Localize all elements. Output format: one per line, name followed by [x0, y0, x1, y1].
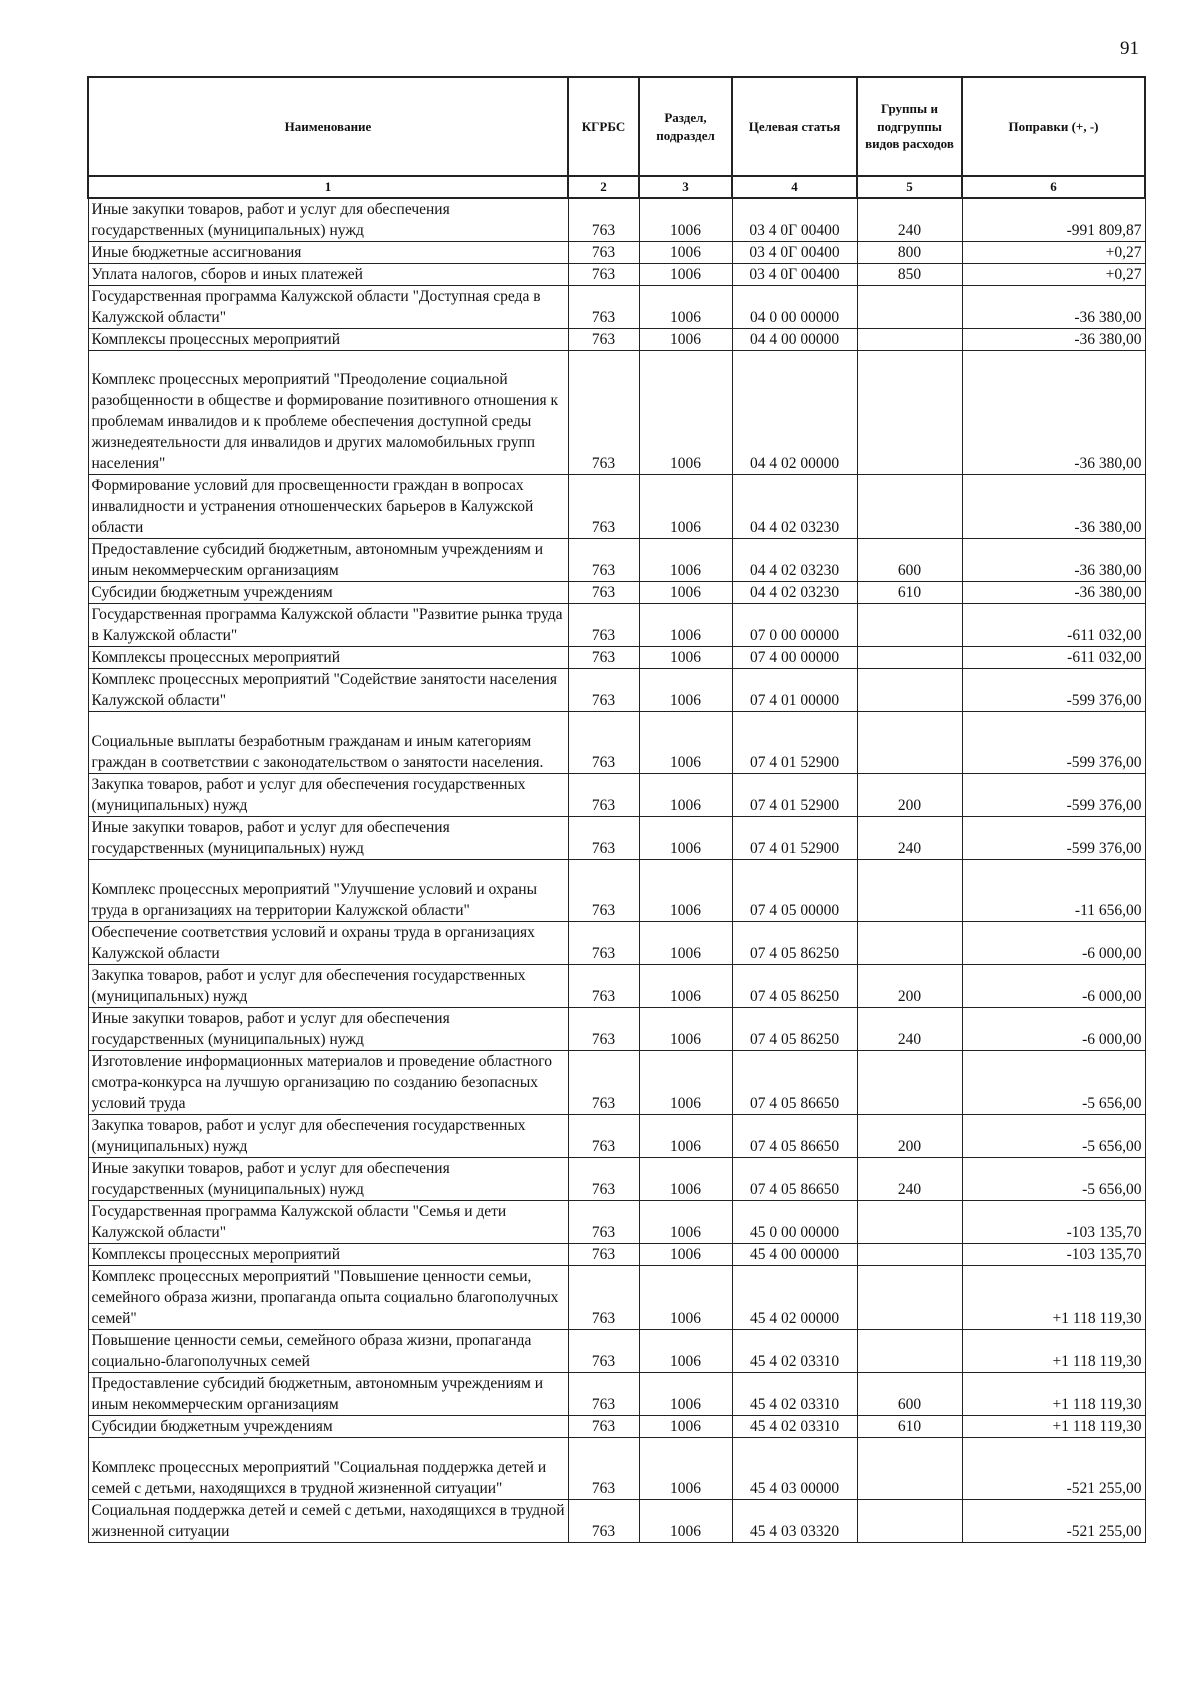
cell-razdel: 1006 — [639, 1008, 732, 1051]
cell-razdel: 1006 — [639, 242, 732, 264]
cell-target-article: 04 0 00 00000 — [732, 286, 857, 329]
cell-kgrbs: 763 — [568, 351, 639, 475]
cell-amendment: -103 135,70 — [962, 1201, 1145, 1244]
cell-razdel: 1006 — [639, 1266, 732, 1330]
cell-kgrbs: 763 — [568, 669, 639, 712]
cell-target-article: 03 4 0Г 00400 — [732, 242, 857, 264]
cell-target-article: 04 4 02 03230 — [732, 475, 857, 539]
cell-kgrbs: 763 — [568, 1244, 639, 1266]
cell-kgrbs: 763 — [568, 582, 639, 604]
cell-amendment: +1 118 119,30 — [962, 1373, 1145, 1416]
cell-name: Социальные выплаты безработным гражданам и иным категориям граждан в соответствии с законодательством о занятости населения. — [88, 712, 568, 774]
cell-target-article: 03 4 0Г 00400 — [732, 264, 857, 286]
cell-name: Социальная поддержка детей и семей с детьми, находящихся в трудной жизненной ситуации — [88, 1500, 568, 1543]
cell-name: Закупка товаров, работ и услуг для обеспечения государственных (муниципальных) нужд — [88, 965, 568, 1008]
cell-kgrbs: 763 — [568, 1330, 639, 1373]
cell-name: Закупка товаров, работ и услуг для обеспечения государственных (муниципальных) нужд — [88, 774, 568, 817]
cell-target-article: 04 4 00 00000 — [732, 329, 857, 351]
cell-kgrbs: 763 — [568, 647, 639, 669]
cell-kgrbs: 763 — [568, 1115, 639, 1158]
cell-name: Комплекс процессных мероприятий "Преодоление социальной разобщенности в обществе и формирование позитивного отношения к проблемам инвалидов и к проблеме обеспечения доступной среды жизнедеятельности для инвалидов и других маломобильных групп населения" — [88, 351, 568, 475]
cell-expense-group — [857, 647, 962, 669]
cell-name: Комплексы процессных мероприятий — [88, 329, 568, 351]
cell-name: Иные закупки товаров, работ и услуг для обеспечения государственных (муниципальных) нужд — [88, 198, 568, 242]
cell-target-article: 45 4 03 03320 — [732, 1500, 857, 1543]
cell-amendment: -991 809,87 — [962, 198, 1145, 242]
page-number: 91 — [1120, 38, 1139, 59]
cell-expense-group: 200 — [857, 774, 962, 817]
cell-target-article: 07 4 05 86250 — [732, 1008, 857, 1051]
cell-name: Комплекс процессных мероприятий "Улучшение условий и охраны труда в организациях на территории Калужской области" — [88, 860, 568, 922]
cell-target-article: 04 4 02 03230 — [732, 539, 857, 582]
column-number: 6 — [962, 176, 1145, 198]
cell-kgrbs: 763 — [568, 242, 639, 264]
cell-amendment: +0,27 — [962, 242, 1145, 264]
cell-kgrbs: 763 — [568, 774, 639, 817]
cell-target-article: 45 4 02 00000 — [732, 1266, 857, 1330]
cell-expense-group — [857, 1244, 962, 1266]
cell-kgrbs: 763 — [568, 539, 639, 582]
table-row — [88, 604, 1145, 647]
header-razdel: Раздел, подраздел — [639, 77, 732, 176]
cell-target-article: 07 4 05 86650 — [732, 1051, 857, 1115]
cell-razdel: 1006 — [639, 669, 732, 712]
cell-kgrbs: 763 — [568, 1008, 639, 1051]
cell-kgrbs: 763 — [568, 817, 639, 860]
table-row — [88, 1008, 1145, 1051]
cell-amendment: -5 656,00 — [962, 1051, 1145, 1115]
header-target-article: Целевая статья — [732, 77, 857, 176]
cell-kgrbs: 763 — [568, 922, 639, 965]
cell-amendment: +1 118 119,30 — [962, 1266, 1145, 1330]
cell-name: Иные закупки товаров, работ и услуг для обеспечения государственных (муниципальных) нужд — [88, 1158, 568, 1201]
cell-target-article: 07 4 01 52900 — [732, 817, 857, 860]
cell-razdel: 1006 — [639, 286, 732, 329]
cell-name: Иные закупки товаров, работ и услуг для обеспечения государственных (муниципальных) нужд — [88, 817, 568, 860]
cell-amendment: -36 380,00 — [962, 539, 1145, 582]
cell-target-article: 07 4 01 52900 — [732, 712, 857, 774]
cell-expense-group — [857, 329, 962, 351]
cell-target-article: 07 4 05 86650 — [732, 1115, 857, 1158]
cell-kgrbs: 763 — [568, 965, 639, 1008]
column-number: 2 — [568, 176, 639, 198]
table-row — [88, 712, 1145, 774]
cell-kgrbs: 763 — [568, 1373, 639, 1416]
cell-target-article: 07 4 01 52900 — [732, 774, 857, 817]
cell-expense-group — [857, 286, 962, 329]
table-row — [88, 1416, 1145, 1438]
cell-razdel: 1006 — [639, 539, 732, 582]
cell-name: Предоставление субсидий бюджетным, автономным учреждениям и иным некоммерческим организациям — [88, 539, 568, 582]
budget-table — [87, 76, 1146, 1543]
cell-expense-group: 600 — [857, 1373, 962, 1416]
table-row — [88, 1051, 1145, 1115]
cell-expense-group — [857, 669, 962, 712]
cell-amendment: +1 118 119,30 — [962, 1416, 1145, 1438]
cell-razdel: 1006 — [639, 1330, 732, 1373]
cell-name: Закупка товаров, работ и услуг для обеспечения государственных (муниципальных) нужд — [88, 1115, 568, 1158]
cell-name: Иные бюджетные ассигнования — [88, 242, 568, 264]
cell-name: Иные закупки товаров, работ и услуг для обеспечения государственных (муниципальных) нужд — [88, 1008, 568, 1051]
cell-target-article: 45 4 02 03310 — [732, 1373, 857, 1416]
table-row — [88, 1158, 1145, 1201]
cell-expense-group: 610 — [857, 582, 962, 604]
header-expense-group: Группы и подгруппы видов расходов — [857, 77, 962, 176]
cell-razdel: 1006 — [639, 351, 732, 475]
table-row — [88, 351, 1145, 475]
table-row — [88, 860, 1145, 922]
cell-target-article: 45 0 00 00000 — [732, 1201, 857, 1244]
cell-kgrbs: 763 — [568, 1158, 639, 1201]
cell-kgrbs: 763 — [568, 1201, 639, 1244]
cell-expense-group: 800 — [857, 242, 962, 264]
cell-name: Государственная программа Калужской области "Доступная среда в Калужской области" — [88, 286, 568, 329]
cell-amendment: -611 032,00 — [962, 647, 1145, 669]
cell-expense-group — [857, 604, 962, 647]
cell-razdel: 1006 — [639, 817, 732, 860]
cell-razdel: 1006 — [639, 264, 732, 286]
cell-amendment: -11 656,00 — [962, 860, 1145, 922]
cell-kgrbs: 763 — [568, 1051, 639, 1115]
table-row — [88, 817, 1145, 860]
cell-expense-group — [857, 1051, 962, 1115]
cell-kgrbs: 763 — [568, 604, 639, 647]
cell-target-article: 07 4 05 86250 — [732, 965, 857, 1008]
cell-razdel: 1006 — [639, 774, 732, 817]
cell-kgrbs: 763 — [568, 264, 639, 286]
cell-name: Комплексы процессных мероприятий — [88, 647, 568, 669]
cell-amendment: -599 376,00 — [962, 712, 1145, 774]
cell-name: Предоставление субсидий бюджетным, автономным учреждениям и иным некоммерческим организациям — [88, 1373, 568, 1416]
cell-amendment: -6 000,00 — [962, 922, 1145, 965]
cell-amendment: -521 255,00 — [962, 1500, 1145, 1543]
cell-amendment: -36 380,00 — [962, 475, 1145, 539]
table-row — [88, 1438, 1145, 1500]
cell-amendment: -599 376,00 — [962, 817, 1145, 860]
cell-name: Комплексы процессных мероприятий — [88, 1244, 568, 1266]
cell-name: Государственная программа Калужской области "Семья и дети Калужской области" — [88, 1201, 568, 1244]
header-row — [88, 77, 1145, 176]
cell-name: Комплекс процессных мероприятий "Повышение ценности семьи, семейного образа жизни, пропаганда опыта социально благополучных семей" — [88, 1266, 568, 1330]
table-row — [88, 539, 1145, 582]
cell-target-article: 45 4 00 00000 — [732, 1244, 857, 1266]
cell-expense-group — [857, 712, 962, 774]
cell-kgrbs: 763 — [568, 860, 639, 922]
cell-kgrbs: 763 — [568, 1266, 639, 1330]
cell-target-article: 07 4 01 00000 — [732, 669, 857, 712]
cell-target-article: 03 4 0Г 00400 — [732, 198, 857, 242]
table-row — [88, 1266, 1145, 1330]
table-row — [88, 669, 1145, 712]
cell-name: Комплекс процессных мероприятий "Социальная поддержка детей и семей с детьми, находящихся в трудной жизненной ситуации" — [88, 1438, 568, 1500]
cell-razdel: 1006 — [639, 965, 732, 1008]
header-name: Наименование — [88, 77, 568, 176]
cell-expense-group: 240 — [857, 817, 962, 860]
cell-name: Комплекс процессных мероприятий "Содействие занятости населения Калужской области" — [88, 669, 568, 712]
cell-razdel: 1006 — [639, 1416, 732, 1438]
table-row — [88, 774, 1145, 817]
cell-amendment: -5 656,00 — [962, 1115, 1145, 1158]
cell-name: Изготовление информационных материалов и проведение областного смотра-конкурса на лучшую организацию по созданию безопасных условий труда — [88, 1051, 568, 1115]
cell-expense-group: 600 — [857, 539, 962, 582]
cell-target-article: 45 4 02 03310 — [732, 1330, 857, 1373]
table-row — [88, 922, 1145, 965]
table-row — [88, 242, 1145, 264]
cell-razdel: 1006 — [639, 1201, 732, 1244]
table-row — [88, 1373, 1145, 1416]
column-number: 4 — [732, 176, 857, 198]
table-row — [88, 475, 1145, 539]
cell-target-article: 45 4 03 00000 — [732, 1438, 857, 1500]
column-number: 1 — [88, 176, 568, 198]
column-number-row — [88, 176, 1145, 198]
cell-amendment: -36 380,00 — [962, 351, 1145, 475]
cell-expense-group — [857, 1438, 962, 1500]
cell-kgrbs: 763 — [568, 329, 639, 351]
table-body — [88, 198, 1145, 1543]
cell-target-article: 07 4 00 00000 — [732, 647, 857, 669]
cell-razdel: 1006 — [639, 1158, 732, 1201]
cell-razdel: 1006 — [639, 198, 732, 242]
cell-target-article: 45 4 02 03310 — [732, 1416, 857, 1438]
cell-expense-group — [857, 860, 962, 922]
cell-razdel: 1006 — [639, 582, 732, 604]
cell-amendment: -6 000,00 — [962, 1008, 1145, 1051]
cell-kgrbs: 763 — [568, 198, 639, 242]
cell-razdel: 1006 — [639, 1500, 732, 1543]
cell-razdel: 1006 — [639, 712, 732, 774]
cell-expense-group — [857, 922, 962, 965]
cell-expense-group: 850 — [857, 264, 962, 286]
table-row — [88, 1201, 1145, 1244]
cell-razdel: 1006 — [639, 604, 732, 647]
cell-amendment: -599 376,00 — [962, 774, 1145, 817]
cell-name: Обеспечение соответствия условий и охраны труда в организациях Калужской области — [88, 922, 568, 965]
cell-razdel: 1006 — [639, 1115, 732, 1158]
cell-target-article: 07 0 00 00000 — [732, 604, 857, 647]
table-row — [88, 1330, 1145, 1373]
cell-expense-group: 240 — [857, 198, 962, 242]
cell-amendment: -6 000,00 — [962, 965, 1145, 1008]
column-number: 3 — [639, 176, 732, 198]
cell-razdel: 1006 — [639, 922, 732, 965]
table-row — [88, 965, 1145, 1008]
table-row — [88, 329, 1145, 351]
cell-target-article: 07 4 05 86250 — [732, 922, 857, 965]
cell-amendment: -36 380,00 — [962, 286, 1145, 329]
cell-expense-group — [857, 1330, 962, 1373]
cell-expense-group: 200 — [857, 965, 962, 1008]
table-row — [88, 647, 1145, 669]
cell-name: Уплата налогов, сборов и иных платежей — [88, 264, 568, 286]
cell-kgrbs: 763 — [568, 475, 639, 539]
cell-razdel: 1006 — [639, 1373, 732, 1416]
cell-kgrbs: 763 — [568, 286, 639, 329]
cell-expense-group: 200 — [857, 1115, 962, 1158]
cell-name: Формирование условий для просвещенности граждан в вопросах инвалидности и устранения отношенческих барьеров в Калужской области — [88, 475, 568, 539]
table-row — [88, 582, 1145, 604]
table-row — [88, 1115, 1145, 1158]
cell-kgrbs: 763 — [568, 1438, 639, 1500]
cell-kgrbs: 763 — [568, 1500, 639, 1543]
cell-expense-group: 240 — [857, 1008, 962, 1051]
cell-razdel: 1006 — [639, 329, 732, 351]
cell-expense-group: 240 — [857, 1158, 962, 1201]
cell-amendment: -36 380,00 — [962, 582, 1145, 604]
cell-name: Субсидии бюджетным учреждениям — [88, 1416, 568, 1438]
header-kgrbs: КГРБС — [568, 77, 639, 176]
cell-razdel: 1006 — [639, 475, 732, 539]
header-amendments: Поправки (+, -) — [962, 77, 1145, 176]
cell-amendment: -36 380,00 — [962, 329, 1145, 351]
cell-target-article: 04 4 02 03230 — [732, 582, 857, 604]
table-row — [88, 1244, 1145, 1266]
cell-expense-group — [857, 1201, 962, 1244]
cell-name: Повышение ценности семьи, семейного образа жизни, пропаганда социально-благополучных семей — [88, 1330, 568, 1373]
cell-amendment: -103 135,70 — [962, 1244, 1145, 1266]
cell-target-article: 07 4 05 00000 — [732, 860, 857, 922]
cell-kgrbs: 763 — [568, 1416, 639, 1438]
cell-name: Субсидии бюджетным учреждениям — [88, 582, 568, 604]
cell-razdel: 1006 — [639, 1051, 732, 1115]
column-number: 5 — [857, 176, 962, 198]
cell-target-article: 07 4 05 86650 — [732, 1158, 857, 1201]
cell-target-article: 04 4 02 00000 — [732, 351, 857, 475]
cell-expense-group — [857, 1266, 962, 1330]
cell-amendment: -599 376,00 — [962, 669, 1145, 712]
cell-kgrbs: 763 — [568, 712, 639, 774]
table-row — [88, 1500, 1145, 1543]
cell-amendment: -611 032,00 — [962, 604, 1145, 647]
cell-amendment: -521 255,00 — [962, 1438, 1145, 1500]
cell-amendment: -5 656,00 — [962, 1158, 1145, 1201]
cell-amendment: +1 118 119,30 — [962, 1330, 1145, 1373]
cell-razdel: 1006 — [639, 860, 732, 922]
table-row — [88, 286, 1145, 329]
cell-razdel: 1006 — [639, 1438, 732, 1500]
cell-expense-group — [857, 351, 962, 475]
cell-name: Государственная программа Калужской области "Развитие рынка труда в Калужской области" — [88, 604, 568, 647]
cell-expense-group — [857, 475, 962, 539]
cell-expense-group — [857, 1500, 962, 1543]
cell-expense-group: 610 — [857, 1416, 962, 1438]
cell-razdel: 1006 — [639, 1244, 732, 1266]
table-row — [88, 264, 1145, 286]
table-row — [88, 198, 1145, 242]
cell-razdel: 1006 — [639, 647, 732, 669]
cell-amendment: +0,27 — [962, 264, 1145, 286]
